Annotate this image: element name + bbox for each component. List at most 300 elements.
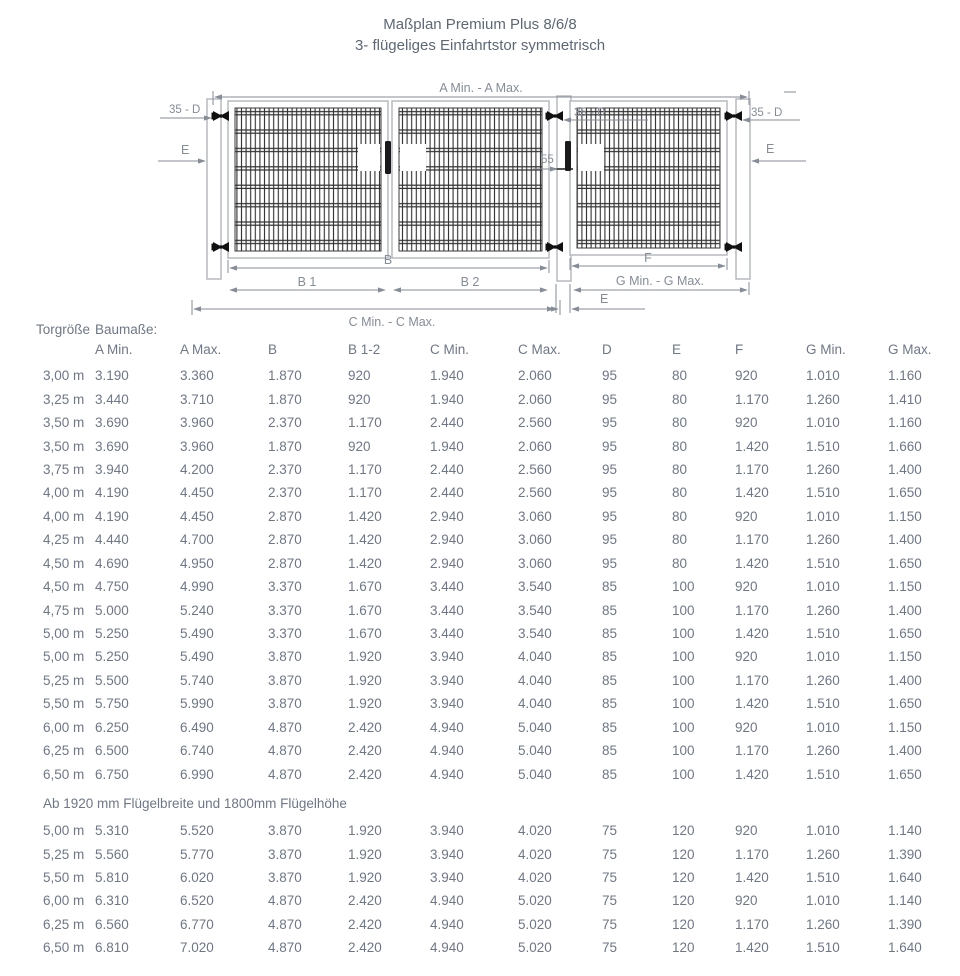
table-cell: 6,50 m xyxy=(43,940,85,956)
table-cell: 5.770 xyxy=(180,846,214,862)
table-cell: 95 xyxy=(602,368,618,384)
table-cell: 5.490 xyxy=(180,649,214,665)
table-cell: 6,25 m xyxy=(43,916,85,932)
table-cell: 3.940 xyxy=(430,823,464,839)
table-cell: 5,25 m xyxy=(43,846,85,862)
table-row xyxy=(36,505,960,528)
table-cell: 4.940 xyxy=(430,893,464,909)
table-cell: 1.650 xyxy=(888,766,922,782)
table-cell: 85 xyxy=(602,602,618,618)
table-cell: 1.150 xyxy=(888,719,922,735)
table-cell: 3.540 xyxy=(518,579,552,595)
table-cell: 5.040 xyxy=(518,719,552,735)
table-cell: 1.010 xyxy=(806,893,840,909)
table-cell: 3.870 xyxy=(268,649,302,665)
table-cell: 1.170 xyxy=(735,461,769,477)
table-cell: 1.510 xyxy=(806,485,840,501)
table-cell: 100 xyxy=(672,743,695,759)
table-cell: 4.940 xyxy=(430,719,464,735)
table-cell: 4.040 xyxy=(518,696,552,712)
dim-f-label: F xyxy=(644,251,652,265)
right-post xyxy=(736,99,750,279)
table-cell: 3.870 xyxy=(268,672,302,688)
table-cell: 75 xyxy=(602,916,618,932)
table-cell: 5.990 xyxy=(180,696,214,712)
table-cell: 85 xyxy=(602,719,618,735)
table-cell: 5.020 xyxy=(518,940,552,956)
table-cell: 75 xyxy=(602,940,618,956)
table-cell: 100 xyxy=(672,719,695,735)
table-cell: 3.940 xyxy=(430,846,464,862)
table-cell: 6.740 xyxy=(180,743,214,759)
table-cell: 100 xyxy=(672,672,695,688)
page-subtitle: 3- flügeliges Einfahrtstor symmetrisch xyxy=(354,37,606,54)
table-row xyxy=(36,692,960,715)
column-header: C Min. xyxy=(430,342,470,357)
table-cell: 4.020 xyxy=(518,846,552,862)
left-post xyxy=(207,99,221,279)
table-cell: 85 xyxy=(602,766,618,782)
table-cell: 4.940 xyxy=(430,743,464,759)
table-cell: 95 xyxy=(602,415,618,431)
dim-c-label: C Min. - C Max. xyxy=(348,315,436,329)
dim-e-bottom-label: E xyxy=(600,292,609,306)
table-cell: 2.560 xyxy=(518,415,552,431)
table-row xyxy=(36,889,960,912)
table-cell: 80 xyxy=(672,508,688,524)
table-cell: 2.560 xyxy=(518,461,552,477)
table-cell: 4.040 xyxy=(518,649,552,665)
column-header: E xyxy=(672,342,682,357)
table-cell: 75 xyxy=(602,846,618,862)
table-cell: 1.260 xyxy=(806,391,840,407)
table-cell: 6.020 xyxy=(180,869,214,885)
table-cell: 1.150 xyxy=(888,508,922,524)
column-header: B xyxy=(268,342,278,357)
table-cell: 1.870 xyxy=(268,438,302,454)
table-cell: 75 xyxy=(602,893,618,909)
table-cell: 2.420 xyxy=(348,893,382,909)
table-cell: 6.810 xyxy=(95,940,129,956)
table-cell: 5,50 m xyxy=(43,869,85,885)
table-cell: 1.670 xyxy=(348,579,382,595)
dim-b-label: B xyxy=(383,253,393,267)
table-row xyxy=(36,481,960,504)
table-cell: 5.520 xyxy=(180,823,214,839)
table-cell: 6.750 xyxy=(95,766,129,782)
table-cell: 1.640 xyxy=(888,869,922,885)
dim-35d-mid-label: 35 - D xyxy=(574,107,606,119)
table-cell: 1.920 xyxy=(348,696,382,712)
table-cell: 4.750 xyxy=(95,579,129,595)
table-cell: 4.870 xyxy=(268,766,302,782)
column-header: F xyxy=(735,342,744,357)
table-cell: 1.260 xyxy=(806,602,840,618)
middle-post xyxy=(557,96,571,281)
table-cell: 95 xyxy=(602,555,618,571)
table-cell: 1.010 xyxy=(806,415,840,431)
table-cell: 1.870 xyxy=(268,391,302,407)
table-cell: 100 xyxy=(672,626,695,642)
table-cell: 4.940 xyxy=(430,916,464,932)
table-cell: 5.250 xyxy=(95,649,129,665)
lock-cutout xyxy=(358,144,380,171)
table-cell: 5.490 xyxy=(180,626,214,642)
table-cell: 4,50 m xyxy=(43,579,85,595)
table-row xyxy=(36,669,960,692)
table-cell: 1.260 xyxy=(806,846,840,862)
table-cell: 120 xyxy=(672,846,695,862)
table-row xyxy=(36,739,960,762)
table-cell: 3.440 xyxy=(430,626,464,642)
table-cell: 2.060 xyxy=(518,438,552,454)
table-cell: 1.640 xyxy=(888,940,922,956)
table-cell: 120 xyxy=(672,823,695,839)
table-cell: 1.390 xyxy=(888,916,922,932)
table-cell: 80 xyxy=(672,368,688,384)
table-cell: 4.020 xyxy=(518,823,552,839)
column-header: Baumaße: xyxy=(95,322,158,337)
table-cell: 6,00 m xyxy=(43,893,85,909)
table-cell: 85 xyxy=(602,672,618,688)
table-cell: 1.010 xyxy=(806,368,840,384)
table-cell: 95 xyxy=(602,508,618,524)
table-cell: 3.960 xyxy=(180,415,214,431)
table-cell: 6.990 xyxy=(180,766,214,782)
table-cell: 6.250 xyxy=(95,719,129,735)
table-cell: 1.170 xyxy=(735,916,769,932)
table-cell: 2.870 xyxy=(268,555,302,571)
table-cell: 2.940 xyxy=(430,532,464,548)
table-cell: 920 xyxy=(735,415,758,431)
table-row xyxy=(36,913,960,936)
table-cell: 3.710 xyxy=(180,391,214,407)
table-cell: 6,50 m xyxy=(43,766,85,782)
column-header: G Min. xyxy=(806,342,846,357)
table-cell: 120 xyxy=(672,893,695,909)
table-cell: 95 xyxy=(602,461,618,477)
table-cell: 6.310 xyxy=(95,893,129,909)
table-cell: 1.260 xyxy=(806,532,840,548)
table-cell: 3.370 xyxy=(268,626,302,642)
gate-leaf-3 xyxy=(570,101,727,255)
table-cell: 3.440 xyxy=(430,579,464,595)
table-cell: 1.940 xyxy=(430,391,464,407)
table-cell: 3.370 xyxy=(268,602,302,618)
table-row xyxy=(36,936,960,959)
table-cell: 5.500 xyxy=(95,672,129,688)
gate-leaf-2 xyxy=(392,101,549,258)
table-cell: 4.870 xyxy=(268,893,302,909)
table-cell: 3.440 xyxy=(430,602,464,618)
hinge-icon xyxy=(725,242,743,252)
table-cell: 920 xyxy=(735,368,758,384)
dim-e-bottom xyxy=(534,284,645,313)
table-cell: 5.040 xyxy=(518,766,552,782)
table-cell: 5.020 xyxy=(518,893,552,909)
table-cell: 5,00 m xyxy=(43,626,85,642)
table-cell: 4,75 m xyxy=(43,602,85,618)
table-cell: 6.500 xyxy=(95,743,129,759)
dim-e-right-label: E xyxy=(766,142,775,156)
table-cell: 3.190 xyxy=(95,368,129,384)
table-cell: 4.940 xyxy=(430,940,464,956)
table-cell: 1.650 xyxy=(888,696,922,712)
table-group-header xyxy=(36,320,960,339)
table-cell: 920 xyxy=(735,719,758,735)
table-cell: 4.870 xyxy=(268,719,302,735)
table-cell: 95 xyxy=(602,391,618,407)
table-cell: 3,75 m xyxy=(43,461,85,477)
dim-b1-label: B 1 xyxy=(297,275,317,289)
table-cell: 1.160 xyxy=(888,415,922,431)
table-cell: 2.060 xyxy=(518,391,552,407)
table-row xyxy=(36,622,960,645)
column-header: A Min. xyxy=(95,342,133,357)
table-cell: 4.870 xyxy=(268,743,302,759)
table-cell: 4,50 m xyxy=(43,555,85,571)
table-cell: 85 xyxy=(602,649,618,665)
table-row xyxy=(36,528,960,551)
column-header: A Max. xyxy=(180,342,222,357)
table-cell: 3.870 xyxy=(268,696,302,712)
table-cell: 3,25 m xyxy=(43,391,85,407)
table-cell: 1.920 xyxy=(348,823,382,839)
column-header: D xyxy=(602,342,612,357)
table-cell: 1.420 xyxy=(735,766,769,782)
table-cell: 4,25 m xyxy=(43,532,85,548)
hinge-icon xyxy=(546,242,564,252)
table-cell: 4.700 xyxy=(180,532,214,548)
table-row xyxy=(36,762,960,785)
table-cell: 4.870 xyxy=(268,940,302,956)
table-row xyxy=(36,411,960,434)
table-cell: 920 xyxy=(348,438,371,454)
table-body-block2 xyxy=(36,819,960,960)
table-cell: 1.420 xyxy=(348,532,382,548)
table-cell: 120 xyxy=(672,916,695,932)
table-cell: 1.160 xyxy=(888,368,922,384)
table-cell: 2.940 xyxy=(430,555,464,571)
table-cell: 1.260 xyxy=(806,672,840,688)
table-cell: 2.370 xyxy=(268,461,302,477)
dim-35d-right-label: 35 - D xyxy=(751,107,783,119)
hinge-icon xyxy=(546,111,564,121)
table-cell: 1.010 xyxy=(806,823,840,839)
table-cell: 80 xyxy=(672,461,688,477)
table-cell: 920 xyxy=(348,368,371,384)
table-cell: 920 xyxy=(348,391,371,407)
table-cell: 1.410 xyxy=(888,391,922,407)
table-cell: 2.940 xyxy=(430,508,464,524)
table-cell: 5.560 xyxy=(95,846,129,862)
table-cell: 1.260 xyxy=(806,743,840,759)
table-cell: 1.170 xyxy=(348,415,382,431)
table-cell: 1.170 xyxy=(348,485,382,501)
table-cell: 1.940 xyxy=(430,438,464,454)
table-cell: 1.420 xyxy=(735,696,769,712)
table-row xyxy=(36,819,960,842)
table-cell: 1.400 xyxy=(888,602,922,618)
table-cell: 6.490 xyxy=(180,719,214,735)
table-cell: 1.010 xyxy=(806,579,840,595)
table-cell: 3.870 xyxy=(268,823,302,839)
table-cell: 5.810 xyxy=(95,869,129,885)
table-cell: 3.690 xyxy=(95,415,129,431)
table-cell: 5.250 xyxy=(95,626,129,642)
table-cell: 1.420 xyxy=(735,626,769,642)
table-cell: 75 xyxy=(602,869,618,885)
table-cell: 6,00 m xyxy=(43,719,85,735)
table-cell: 3.060 xyxy=(518,532,552,548)
table-cell: 920 xyxy=(735,823,758,839)
table-cell: 1.510 xyxy=(806,940,840,956)
table-cell: 2.420 xyxy=(348,743,382,759)
table-cell: 5.020 xyxy=(518,916,552,932)
table-cell: 2.370 xyxy=(268,485,302,501)
dim-b2-label: B 2 xyxy=(460,275,480,289)
table-row xyxy=(36,387,960,410)
dim-a-label: A Min. - A Max. xyxy=(439,81,523,95)
table-body-block1 xyxy=(36,364,960,786)
table-cell: 5.310 xyxy=(95,823,129,839)
table-cell: 80 xyxy=(672,532,688,548)
table-cell: 3.360 xyxy=(180,368,214,384)
table-cell: 3.940 xyxy=(430,672,464,688)
column-header: B 1-2 xyxy=(348,342,381,357)
table-cell: 95 xyxy=(602,485,618,501)
table-cell: 1.140 xyxy=(888,823,922,839)
table-cell: 1.940 xyxy=(430,368,464,384)
table-row xyxy=(36,645,960,668)
table-cell: 1.660 xyxy=(888,438,922,454)
table-cell: 3,00 m xyxy=(43,368,85,384)
lock-cutout xyxy=(400,144,426,171)
table-cell: 1.420 xyxy=(735,438,769,454)
table-cell: 1.420 xyxy=(735,485,769,501)
table-cell: 1.670 xyxy=(348,602,382,618)
table-cell: 4.450 xyxy=(180,508,214,524)
table-cell: 1.400 xyxy=(888,743,922,759)
table-cell: 80 xyxy=(672,485,688,501)
table-cell: 80 xyxy=(672,438,688,454)
table-cell: 1.400 xyxy=(888,532,922,548)
table-cell: 1.150 xyxy=(888,649,922,665)
table-cell: 1.170 xyxy=(735,846,769,862)
table-cell: 1.920 xyxy=(348,869,382,885)
table-cell: 4.040 xyxy=(518,672,552,688)
table-cell: 85 xyxy=(602,743,618,759)
table-cell: 1.010 xyxy=(806,508,840,524)
table-cell: 1.510 xyxy=(806,626,840,642)
table-cell: 3,50 m xyxy=(43,438,85,454)
table-cell: 100 xyxy=(672,696,695,712)
table-row xyxy=(36,598,960,621)
table-cell: 1.010 xyxy=(806,649,840,665)
table-cell: 1.170 xyxy=(735,391,769,407)
dim-55-label: 55 xyxy=(541,154,554,166)
table-column-header-row xyxy=(36,339,960,360)
table-cell: 7.020 xyxy=(180,940,214,956)
leaf3-lock-bar xyxy=(565,141,571,171)
table-cell: 3.440 xyxy=(95,391,129,407)
table-cell: 4.870 xyxy=(268,916,302,932)
table-cell: 1.420 xyxy=(735,940,769,956)
table-cell: 1.670 xyxy=(348,626,382,642)
table-cell: 2.440 xyxy=(430,485,464,501)
table-row xyxy=(36,458,960,481)
table-cell: 5,25 m xyxy=(43,672,85,688)
dim-c xyxy=(192,300,560,315)
table-cell: 1.510 xyxy=(806,766,840,782)
table-cell: 4.450 xyxy=(180,485,214,501)
table-cell: 3.060 xyxy=(518,508,552,524)
table-cell: 6.560 xyxy=(95,916,129,932)
table-row xyxy=(36,842,960,865)
table-cell: 4.950 xyxy=(180,555,214,571)
table-cell: 3.540 xyxy=(518,602,552,618)
gate-diagram xyxy=(0,0,960,332)
table-cell: 2.420 xyxy=(348,916,382,932)
table-cell: 920 xyxy=(735,579,758,595)
table-cell: 1.510 xyxy=(806,555,840,571)
dim-e-left-label: E xyxy=(181,143,190,157)
table-cell: 920 xyxy=(735,893,758,909)
table-cell: 5,50 m xyxy=(43,696,85,712)
table-row xyxy=(36,434,960,457)
table-cell: 3.870 xyxy=(268,869,302,885)
table-cell: 1.400 xyxy=(888,672,922,688)
table-cell: 4,00 m xyxy=(43,508,85,524)
table-cell: 1.260 xyxy=(806,916,840,932)
table-cell: 1.510 xyxy=(806,869,840,885)
table-cell: 3.940 xyxy=(430,696,464,712)
table-cell: 3.690 xyxy=(95,438,129,454)
table-cell: 1.920 xyxy=(348,846,382,862)
table-cell: 1.650 xyxy=(888,626,922,642)
table-cell: 3.940 xyxy=(430,869,464,885)
hinge-icon xyxy=(725,111,743,121)
table-cell: 1.510 xyxy=(806,696,840,712)
dim-g-label: G Min. - G Max. xyxy=(615,274,705,288)
table-cell: 1.420 xyxy=(735,869,769,885)
table-cell: 4.190 xyxy=(95,508,129,524)
table-cell: 1.170 xyxy=(348,461,382,477)
table-cell: 1.400 xyxy=(888,461,922,477)
table-cell: 2.870 xyxy=(268,508,302,524)
table-cell: 1.420 xyxy=(348,555,382,571)
table-cell: 1.260 xyxy=(806,461,840,477)
table-cell: 5,00 m xyxy=(43,649,85,665)
table-cell: 3.370 xyxy=(268,579,302,595)
table-cell: 5.240 xyxy=(180,602,214,618)
table-cell: 4.690 xyxy=(95,555,129,571)
table-cell: 1.170 xyxy=(735,602,769,618)
table-cell: 4,00 m xyxy=(43,485,85,501)
table-cell: 2.440 xyxy=(430,461,464,477)
table-row xyxy=(36,716,960,739)
section-note: Ab 1920 mm Flügelbreite und 1800mm Flügelhöhe xyxy=(43,796,347,812)
table-cell: 100 xyxy=(672,766,695,782)
table-cell: 100 xyxy=(672,602,695,618)
table-cell: 120 xyxy=(672,940,695,956)
table-cell: 4.020 xyxy=(518,869,552,885)
table-cell: 920 xyxy=(735,508,758,524)
table-cell: 3.060 xyxy=(518,555,552,571)
table-row xyxy=(36,552,960,575)
column-header: C Max. xyxy=(518,342,561,357)
table-cell: 4.200 xyxy=(180,461,214,477)
